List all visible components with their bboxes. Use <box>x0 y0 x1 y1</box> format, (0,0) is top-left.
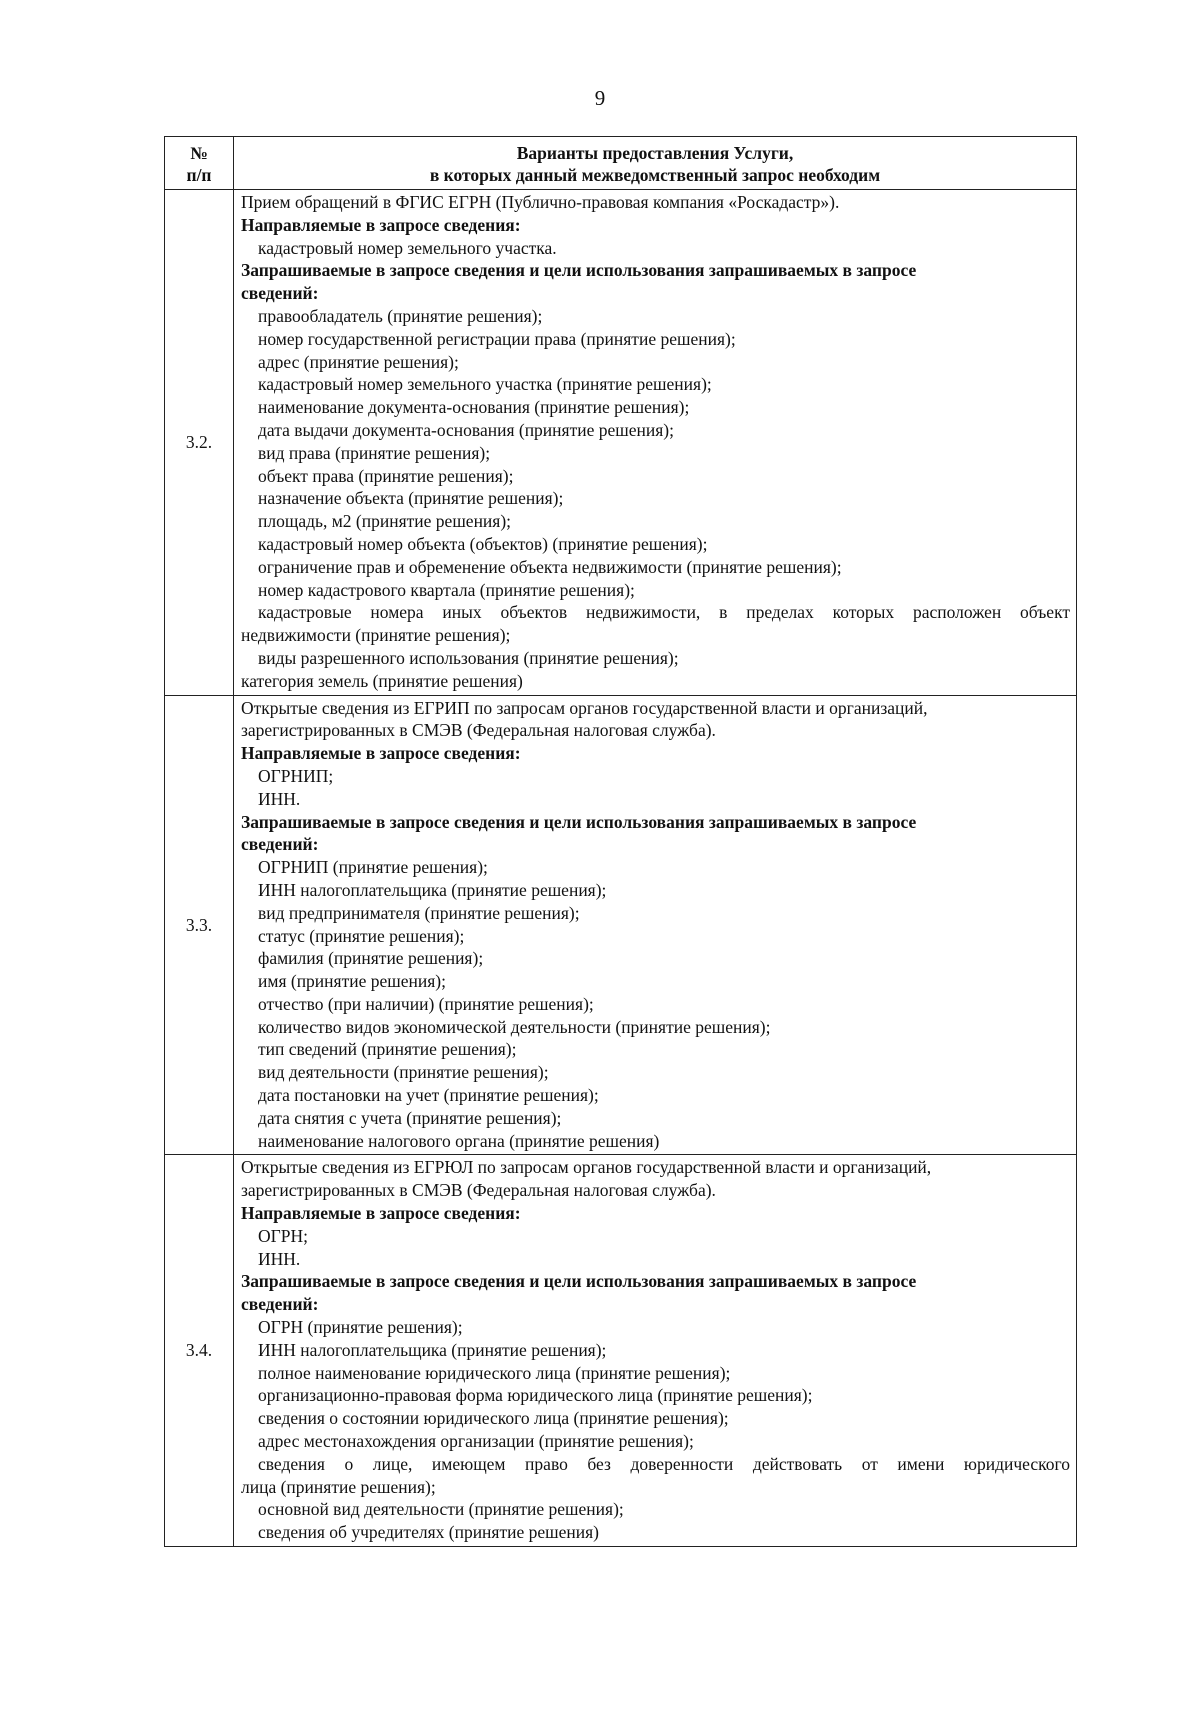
content-line: зарегистрированных в СМЭВ (Федеральная налоговая служба). <box>241 720 716 741</box>
content-line: номер государственной регистрации права (принятие решения); <box>258 328 736 349</box>
page-number: 9 <box>594 86 606 110</box>
content-line: вид деятельности (принятие решения); <box>258 1062 549 1083</box>
content-line: наименование налогового органа (принятие решения) <box>258 1130 660 1151</box>
content-line: сведения о лице, имеющем право без доверенности действовать от имени юридического <box>258 1453 1070 1474</box>
content-line: организационно-правовая форма юридического лица (принятие решения); <box>258 1385 813 1406</box>
header-number-column <box>165 137 234 190</box>
content-line: наименование документа-основания (принятие решения); <box>258 397 690 418</box>
content-line: кадастровые номера иных объектов недвижимости, в пределах которых расположен объект <box>258 602 1070 623</box>
requests-table <box>164 136 1077 1547</box>
table-row <box>165 1155 1077 1547</box>
table-header-row <box>165 137 1077 190</box>
content-line: ИНН. <box>258 1248 301 1269</box>
content-line: правообладатель (принятие решения); <box>258 305 543 326</box>
content-line: объект права (принятие решения); <box>258 465 514 486</box>
content-line: номер кадастрового квартала (принятие решения); <box>258 579 635 600</box>
content-line: площадь, м2 (принятие решения); <box>258 511 512 532</box>
row-number: 3.3. <box>165 695 234 1155</box>
table-row <box>165 190 1077 696</box>
row-content <box>234 695 1077 1155</box>
content-line: кадастровый номер объекта (объектов) (принятие решения); <box>258 533 708 554</box>
section-heading: сведений: <box>241 834 319 855</box>
content-line: дата постановки на учет (принятие решения); <box>258 1085 599 1106</box>
section-heading: Направляемые в запросе сведения: <box>241 1203 521 1224</box>
content-line: ОГРН; <box>258 1225 308 1246</box>
header-number-sign: № <box>190 143 208 163</box>
content-line: адрес (принятие решения); <box>258 351 459 372</box>
content-line: ИНН. <box>258 788 301 809</box>
section-heading: Направляемые в запросе сведения: <box>241 743 521 764</box>
content-line: основной вид деятельности (принятие решения); <box>258 1499 624 1520</box>
content-line: ограничение прав и обременение объекта недвижимости (принятие решения); <box>258 556 842 577</box>
section-heading: сведений: <box>241 283 319 304</box>
table-row <box>165 695 1077 1155</box>
content-line: ОГРНИП; <box>258 765 334 786</box>
content-line: статус (принятие решения); <box>258 925 465 946</box>
content-line: Открытые сведения из ЕГРЮЛ по запросам органов государственной власти и организаций, <box>241 1157 932 1178</box>
content-line: тип сведений (принятие решения); <box>258 1039 517 1060</box>
content-line: категория земель (принятие решения) <box>241 670 523 691</box>
content-line: вид предпринимателя (принятие решения); <box>258 902 580 923</box>
content-line: недвижимости (принятие решения); <box>241 625 511 646</box>
content-line: кадастровый номер земельного участка (принятие решения); <box>258 374 712 395</box>
content-line: количество видов экономической деятельности (принятие решения); <box>258 1016 771 1037</box>
content-line: виды разрешенного использования (принятие решения); <box>258 647 679 668</box>
content-line: дата выдачи документа-основания (принятие решения); <box>258 419 674 440</box>
section-heading: сведений: <box>241 1294 319 1315</box>
row-number: 3.4. <box>165 1155 234 1547</box>
header-number-abbrev: п/п <box>186 165 212 185</box>
header-title-line-1: Варианты предоставления Услуги, <box>516 143 794 163</box>
header-title-line-2: в которых данный межведомственный запрос необходим <box>429 165 881 185</box>
row-number: 3.2. <box>165 190 234 696</box>
content-line: полное наименование юридического лица (принятие решения); <box>258 1362 731 1383</box>
content-line: дата снятия с учета (принятие решения); <box>258 1107 562 1128</box>
section-heading: Направляемые в запросе сведения: <box>241 214 521 235</box>
table-body <box>165 190 1077 1547</box>
row-content <box>234 190 1077 696</box>
content-line: ИНН налогоплательщика (принятие решения); <box>258 1339 607 1360</box>
content-line: кадастровый номер земельного участка. <box>258 237 557 258</box>
section-heading: Запрашиваемые в запросе сведения и цели использования запрашиваемых в запросе <box>241 811 917 832</box>
content-line: отчество (при наличии) (принятие решения); <box>258 993 594 1014</box>
content-line: назначение объекта (принятие решения); <box>258 488 564 509</box>
header-variants-column <box>234 137 1077 190</box>
content-line: сведения о состоянии юридического лица (принятие решения); <box>258 1408 729 1429</box>
content-line: имя (принятие решения); <box>258 971 446 992</box>
row-content <box>234 1155 1077 1547</box>
content-line: адрес местонахождения организации (принятие решения); <box>258 1431 694 1452</box>
content-line: зарегистрированных в СМЭВ (Федеральная налоговая служба). <box>241 1180 716 1201</box>
content-line: фамилия (принятие решения); <box>258 948 484 969</box>
content-line: лица (принятие решения); <box>241 1476 436 1497</box>
content-line: Прием обращений в ФГИС ЕГРН (Публично-правовая компания «Роскадастр»). <box>241 192 840 212</box>
content-line: ОГРНИП (принятие решения); <box>258 857 488 878</box>
section-heading: Запрашиваемые в запросе сведения и цели использования запрашиваемых в запросе <box>241 1271 917 1292</box>
content-line: Открытые сведения из ЕГРИП по запросам органов государственной власти и организаций, <box>241 697 928 718</box>
content-line: вид права (принятие решения); <box>258 442 491 463</box>
section-heading: Запрашиваемые в запросе сведения и цели использования запрашиваемых в запросе <box>241 260 917 281</box>
content-line: ОГРН (принятие решения); <box>258 1317 463 1338</box>
content-line: ИНН налогоплательщика (принятие решения); <box>258 879 607 900</box>
content-line: сведения об учредителях (принятие решения) <box>258 1522 599 1543</box>
